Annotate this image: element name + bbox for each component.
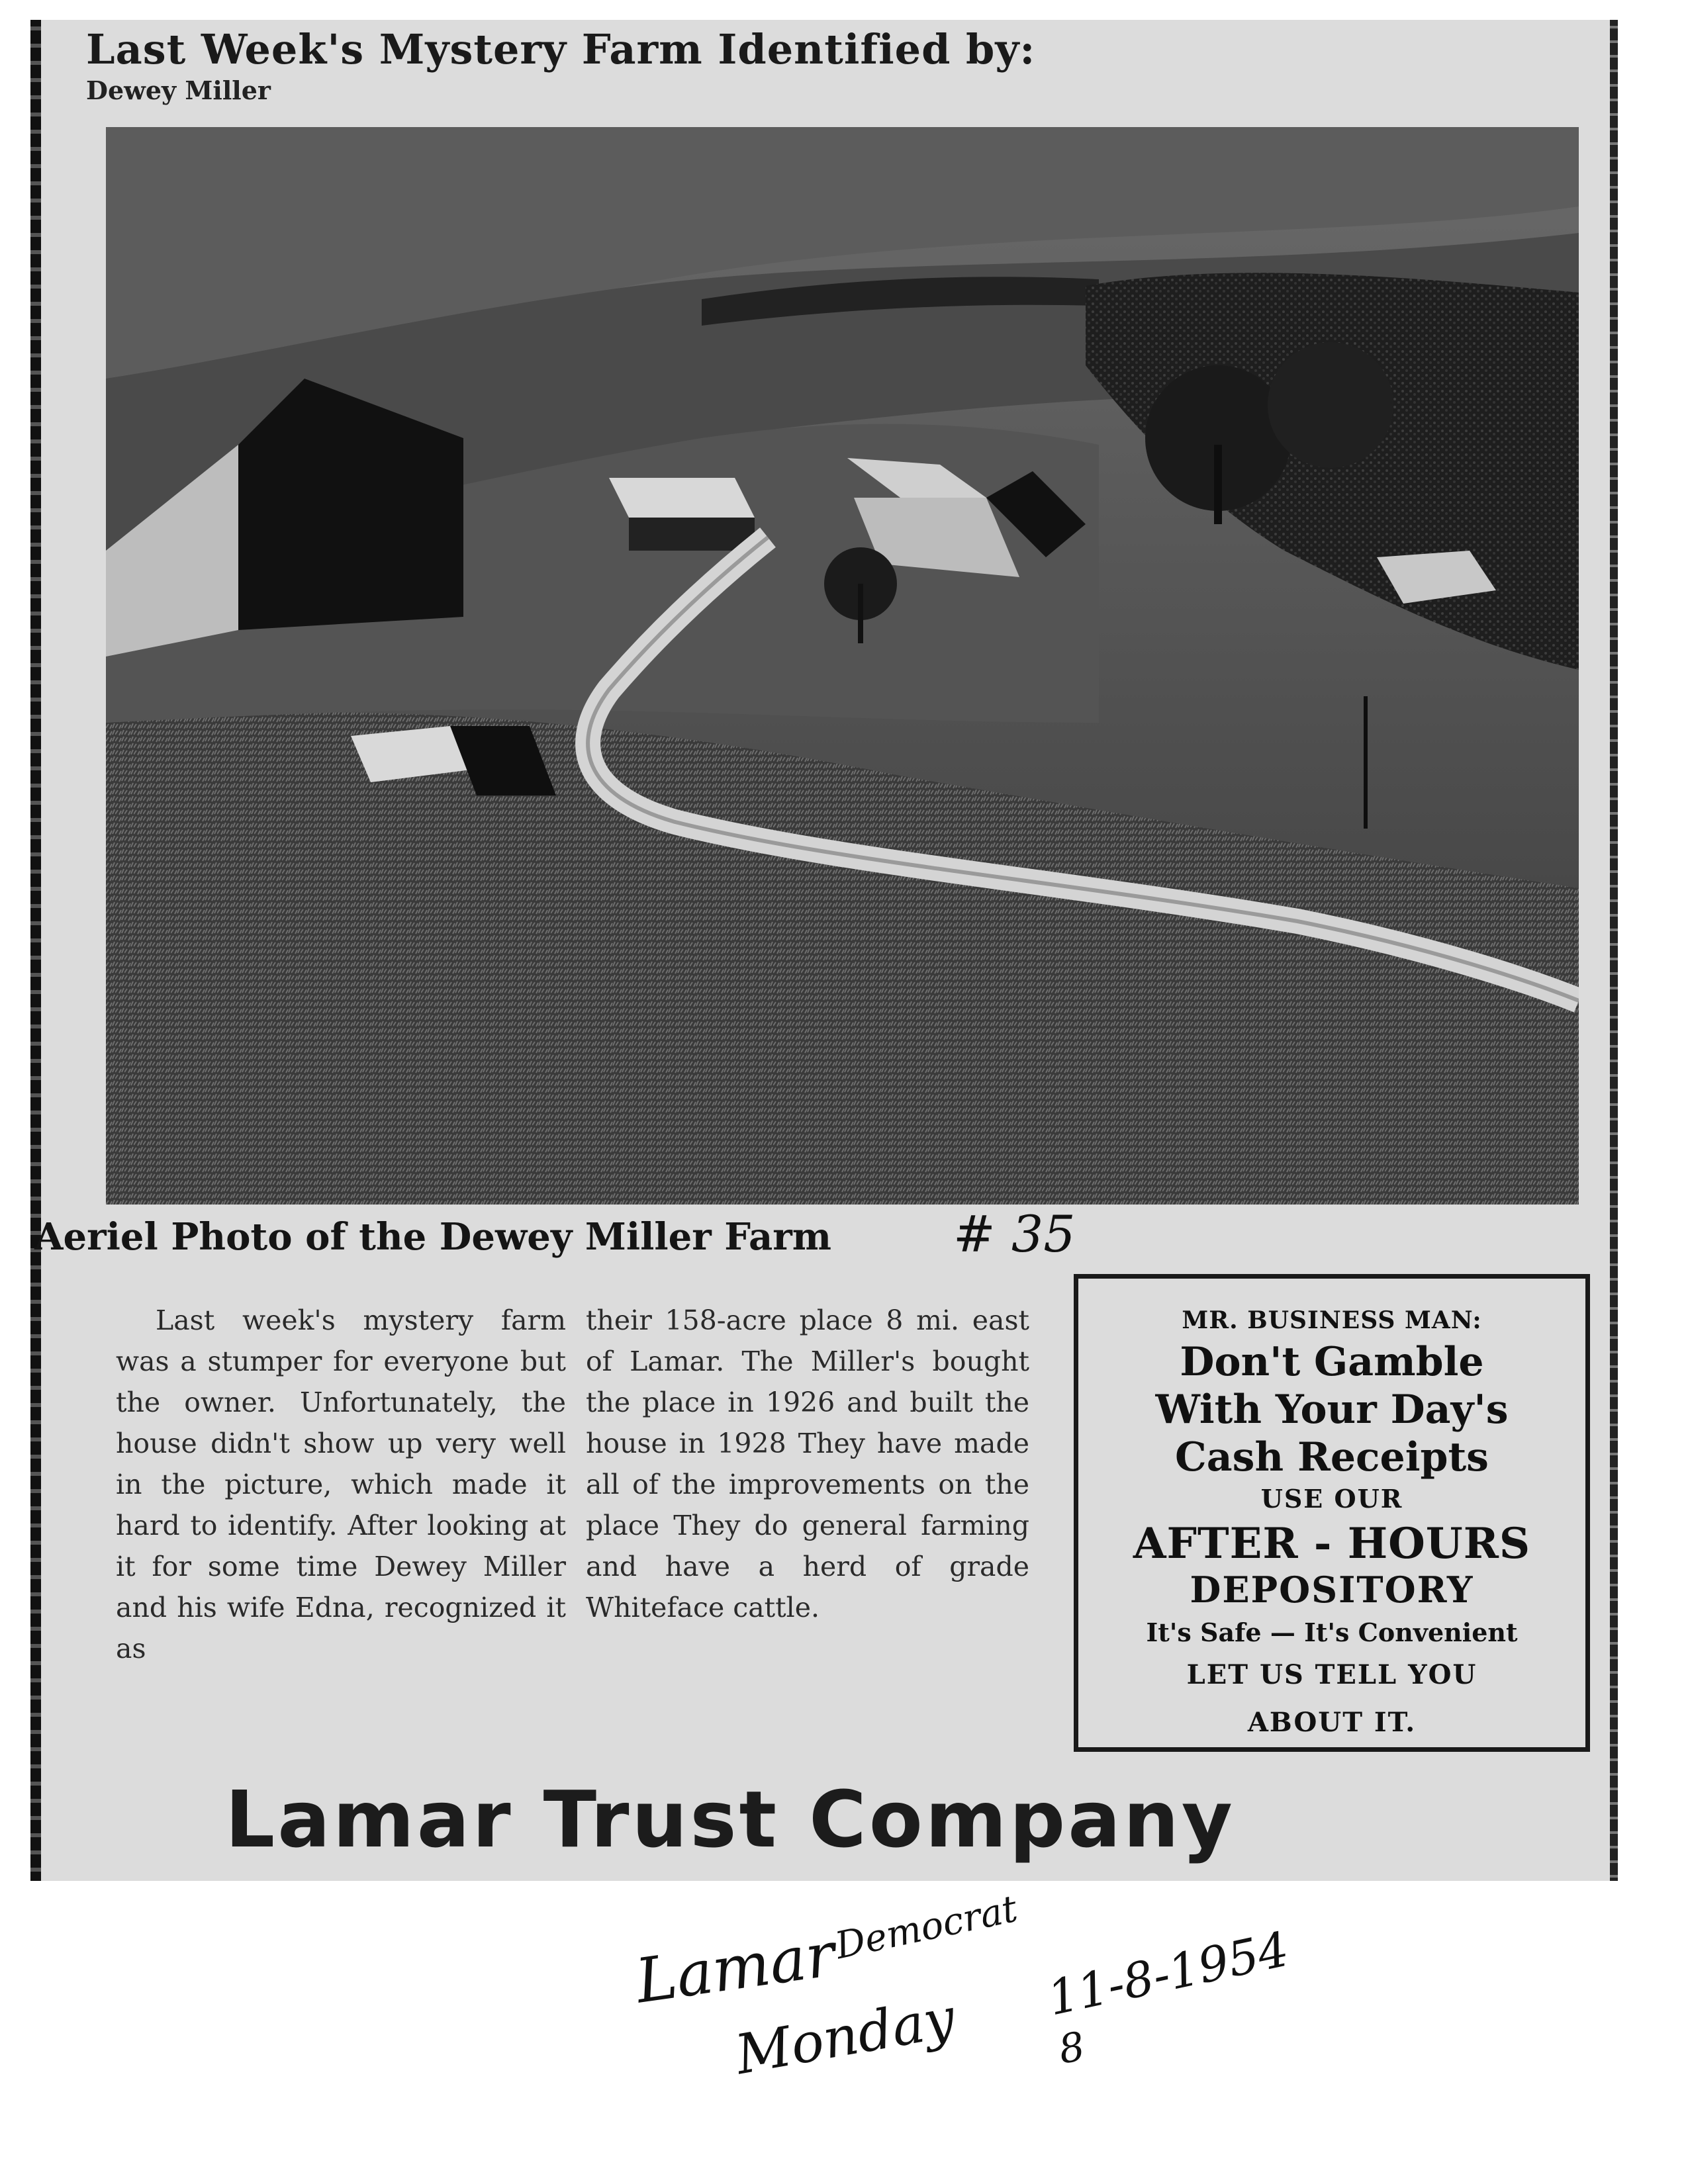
handwritten-line-5: 8: [1055, 2023, 1088, 2073]
ad-line-4: USE OUR: [1260, 1484, 1403, 1514]
torn-edge-right: [1610, 20, 1618, 1881]
article-text-1: Last week's mystery farm was a stumper for everyone but the owner. Unfortunately, the house didn't show up very well in the picture, which made it hard to identify. After looking at it for some time Dewey Miller and his wife Edna, recognized it as: [116, 1304, 566, 1664]
ad-line-6: DEPOSITORY: [1190, 1569, 1474, 1611]
ad-line-1: Don't Gamble: [1180, 1339, 1484, 1385]
bank-advertisement: [1074, 1274, 1590, 1752]
ad-line-9: ABOUT IT.: [1247, 1707, 1417, 1738]
ad-line-7: It's Safe — It's Convenient: [1146, 1617, 1518, 1647]
sponsor-name: Lamar Trust Company: [225, 1774, 1235, 1865]
aerial-farm-photo: [106, 127, 1579, 1205]
ad-line-3: Cash Receipts: [1175, 1434, 1489, 1480]
identifier-name: Dewey Miller: [86, 75, 271, 105]
ad-line-2: With Your Day's: [1155, 1387, 1509, 1433]
ad-line-8: LET US TELL YOU: [1186, 1659, 1477, 1690]
torn-edge-left: [30, 20, 41, 1881]
handwritten-line-2: Democrat: [831, 1887, 1021, 1968]
handwritten-annotation: [632, 1887, 1294, 2091]
article-text-2: their 158-acre place 8 mi. east of Lamar. The Miller's bought the place in 1926 and built the house in 1928 They have made all of the improvements on the place They do general farming and have a herd of grade Whiteface cattle.: [586, 1304, 1029, 1623]
headline: Last Week's Mystery Farm Identified by:: [86, 25, 1036, 73]
ad-line-5: AFTER - HOURS: [1133, 1519, 1531, 1569]
handwritten-line-3: Monday: [731, 1986, 960, 2087]
handwritten-line-4: 11-8-1954: [1043, 1921, 1294, 2026]
article-column-2: [586, 1300, 1029, 1628]
photo-caption: Aeriel Photo of the Dewey Miller Farm: [34, 1215, 832, 1259]
handwritten-line-1: Lamar: [632, 1919, 839, 2017]
article-column-1: [116, 1300, 566, 1669]
ad-header: MR. BUSINESS MAN:: [1182, 1306, 1482, 1334]
handwritten-number: # 35: [953, 1205, 1076, 1263]
